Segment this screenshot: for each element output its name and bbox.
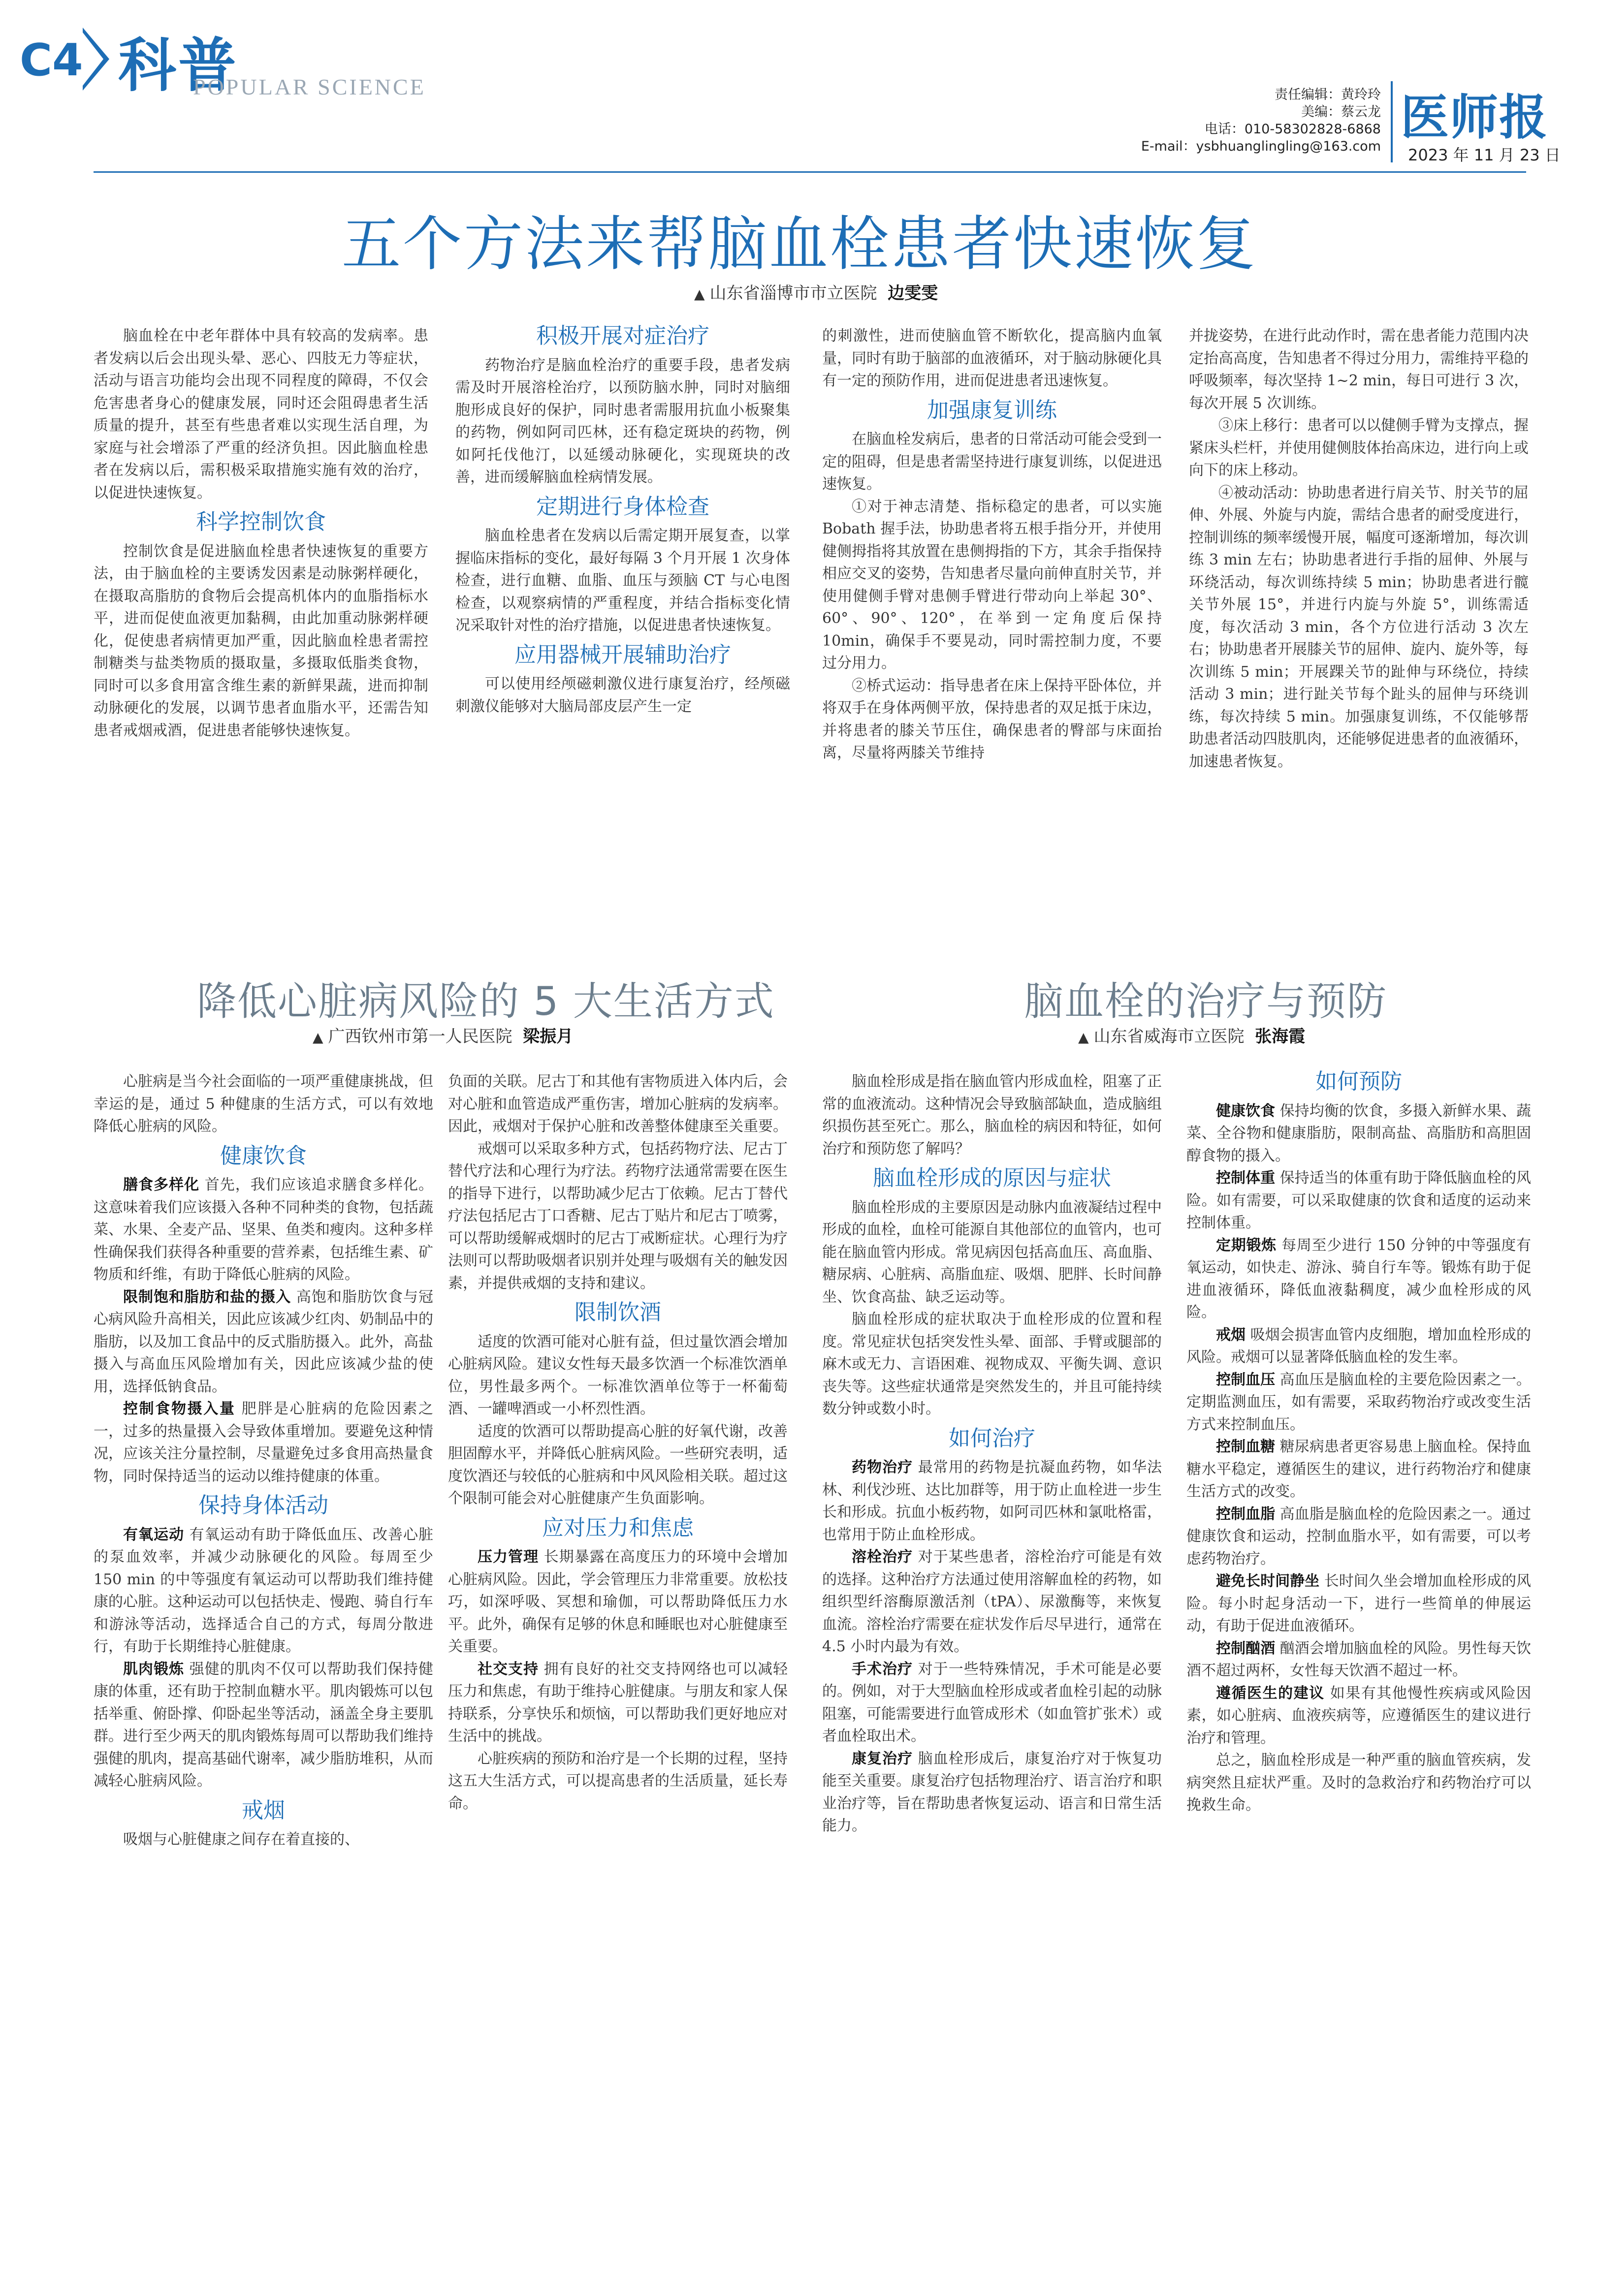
article2-byline (313, 1023, 573, 1047)
bold-lead: 药物治疗 (852, 1459, 913, 1476)
email: E-mail：ysbhuanglingling@163.com (1141, 139, 1381, 154)
section-heading: 积极开展对症治疗 (536, 323, 709, 348)
article1-col3 (822, 325, 1162, 764)
bold-lead: 肌肉锻炼 (123, 1660, 185, 1678)
section-heading: 定期进行身体检查 (536, 494, 709, 519)
paragraph: 溶栓治疗 对于某些患者，溶栓治疗可能是有效的选择。这种治疗方法通过使用溶解血栓的药物，如组织型纤溶酶原激活剂（tPA）、尿激酶等，来恢复血流。溶栓治疗需要在症状发作后尽早进行，通常在 4.5 小时内最为有效。 (822, 1548, 1162, 1655)
paragraph: 脑血栓患者在发病以后需定期开展复查，以掌握临床指标的变化，最好每隔 3 个月开展 1 次身体检查，进行血糖、血脂、血压与颈脑 CT 与心电图检查，以观察病情的严重程度，并结合指标变化情况采取针对性的治疗措施，以促进患者快速恢复。 (455, 527, 790, 634)
bold-lead: 控制血压 (1216, 1371, 1276, 1388)
paragraph: 在脑血栓发病后，患者的日常活动可能会受到一定的阻碍，但是患者需坚持进行康复训练，以促进迅速恢复。 (822, 431, 1162, 493)
bold-lead: 限制饱和脂肪和盐的摄入 (123, 1288, 291, 1306)
section-heading: 健康饮食 (220, 1143, 307, 1168)
paragraph: 脑血栓形成是指在脑血管内形成血栓，阻塞了正常的血液流动。这种情况会导致脑部缺血，造成脑组织损伤甚至死亡。那么，脑血栓的病因和特征，如何治疗和预防您了解吗？ (822, 1073, 1162, 1158)
paragraph: ①对于神志清楚、指标稳定的患者，可以实施 Bobath 握手法，协助患者将五根手指分开，并使用健侧拇指将其放置在患侧拇指的下方，其余手指保持相应交叉的姿势，告知患者尽量向前伸直肘关节，并使用健侧手臂对患侧手臂进行带动向上举起 30°、60°、90°、120°，在举到一定角度后保持 10min，确保手不要晃动，同时需控制力度，不要过分用力。 (822, 498, 1162, 672)
paragraph: 有氧运动 有氧运动有助于降低血压、改善心脏的泵血效率，并减少动脉硬化的风险。每周至少 150 min 的中等强度有氧运动可以帮助我们维持健康的心脏。这种运动可以包括快走、慢跑、骑自行车和游泳等活动，选择适合自己的方式，每周分散进行，有助于长期维持心脏健康。 (94, 1526, 433, 1655)
paragraph: 适度的饮酒可能对心脏有益，但过量饮酒会增加心脏病风险。建议女性每天最多饮酒一个标准饮酒单位，男性最多两个。一标准饮酒单位等于一杯葡萄酒、一罐啤酒或一小杯烈性酒。 (448, 1333, 788, 1417)
newspaper-logo: 医师报 (1401, 90, 1549, 146)
paragraph: 膳食多样化 首先，我们应该追求膳食多样化。这意味着我们应该摄入各种不同种类的食物，包括蔬菜、水果、全麦产品、坚果、鱼类和瘦肉。这种多样性确保我们获得各种重要的营养素，包括维生素、矿物质和纤维，有助于降低心脏病的风险。 (94, 1176, 434, 1283)
article1-title: 五个方法来帮脑血栓患者快速恢复 (342, 210, 1257, 279)
paragraph: 控制血压 高血压是脑血栓的主要危险因素之一。定期监测血压，如有需要，采取药物治疗或改变生活方式来控制血压。 (1186, 1371, 1532, 1433)
designer-name: 美编：蔡云龙 (1301, 104, 1381, 120)
article2-col1 (94, 1070, 433, 1851)
paragraph: 脑血栓形成的主要原因是动脉内血液凝结过程中形成的血栓，血栓可能源自其他部位的血管内，也可能在脑血管内形成。常见病因包括高血压、高血脂、糖尿病、心脏病、高脂血症、吸烟、肥胖、长时间静坐、饮食高盐、缺乏运动等。 (822, 1198, 1162, 1306)
paragraph: 负面的关联。尼古丁和其他有害物质进入体内后，会对心脏和血管造成严重伤害，增加心脏病的发病率。因此，戒烟对于保护心脏和改善整体健康至关重要。 (448, 1073, 788, 1135)
paragraph: 吸烟与心脏健康之间存在着直接的、 (123, 1831, 359, 1848)
paragraph: 控制血糖 糖尿病患者更容易患上脑血栓。保持血糖水平稳定，遵循医生的建议，进行药物治疗和健康生活方式的改变。 (1186, 1438, 1532, 1500)
bold-lead: 膳食多样化 (123, 1176, 200, 1194)
paragraph: ③床上移行：患者可以以健侧手臂为支撑点，握紧床头栏杆，并使用健侧肢体抬高床边，进行向上或向下的床上移动。 (1189, 417, 1529, 479)
paragraph: 控制饮食是促进脑血栓患者快速恢复的重要方法，由于脑血栓的主要诱发因素是动脉粥样硬化，在摄取高脂肪的食物后会提高机体内的血脂指标水平，进而促使血液更加黏稠，由此加重动脉粥样硬化，促使患者病情更加严重，因此脑血栓患者需控制糖类与盐类物质的摄取量，多摄取低脂类食物，同时可以多食用富含维生素的新鲜果蔬，进而抑制动脉硬化的发展，以调节患者血脂水平，还需告知患者戒烟戒酒，促进患者能够快速恢复。 (94, 542, 428, 739)
section-heading: 科学控制饮食 (196, 509, 326, 535)
paragraph: 压力管理 长期暴露在高度压力的环境中会增加心脏病风险。因此，学会管理压力非常重要。放松技巧，如深呼吸、冥想和瑜伽，可以帮助降低压力水平。此外，确保有足够的休息和睡眠也对心脏健康至关重要。 (448, 1548, 788, 1655)
page-number: C4 (20, 34, 83, 86)
bold-lead: 戒烟 (1216, 1326, 1246, 1344)
triangle-icon: ▲ (1078, 1029, 1089, 1045)
paragraph: 可以使用经颅磁刺激仪进行康复治疗，经颅磁刺激仪能够对大脑局部皮层产生一定 (455, 675, 790, 715)
byline-author: 梁振月 (523, 1027, 574, 1046)
paragraph: 限制饱和脂肪和盐的摄入 高饱和脂肪饮食与冠心病风险升高相关，因此应该减少红肉、奶制品中的脂肪，以及加工食品中的反式脂肪摄入。此外，高盐摄入与高血压风险增加有关，因此应该减少盐的使用，选择低钠食品。 (94, 1288, 433, 1395)
article3-byline (1078, 1023, 1305, 1047)
article3-title: 脑血栓的治疗与预防 (1024, 978, 1387, 1024)
paragraph: 心脏病是当今社会面临的一项严重健康挑战，但幸运的是，通过 5 种健康的生活方式，可以有效地降低心脏病的风险。 (94, 1073, 433, 1135)
paragraph: 戒烟可以采取多种方式，包括药物疗法、尼古丁替代疗法和心理行为疗法。药物疗法通常需要在医生的指导下进行，以帮助减少尼古丁依赖。尼古丁替代疗法包括尼古丁口香糖、尼古丁贴片和尼古丁喷雾，可以帮助缓解戒烟时的尼古丁戒断症状。心理行为疗法则可以帮助吸烟者识别并处理与吸烟有关的触发因素，并提供戒烟的支持和建议。 (448, 1140, 788, 1292)
masthead-rule (94, 171, 1526, 173)
bold-lead: 控制食物摄入量 (123, 1400, 236, 1417)
bold-lead: 手术治疗 (852, 1660, 913, 1678)
paragraph: 控制血脂 高血脂是脑血栓的危险因素之一。通过健康饮食和运动，控制血脂水平，如有需要，可以考虑药物治疗。 (1186, 1505, 1532, 1568)
triangle-icon: ▲ (313, 1029, 323, 1045)
article2-title: 降低心脏病风险的 5 大生活方式 (197, 978, 775, 1024)
paragraph: 控制酗酒 酗酒会增加脑血栓的风险。男性每天饮酒不超过两杯，女性每天饮酒不超过一杯。 (1186, 1639, 1532, 1679)
article1-col1 (94, 325, 428, 742)
paragraph: 适度的饮酒可以帮助提高心脏的好氧代谢，改善胆固醇水平，并降低心脏病风险。一些研究表明，适度饮酒还与较低的心脏病和中风风险相关联。超过这个限制可能会对心脏健康产生负面影响。 (448, 1422, 788, 1507)
paragraph: 手术治疗 对于一些特殊情况，手术可能是必要的。例如，对于大型脑血栓形成或者血栓引起的动脉阻塞，可能需要进行血管成形术（如血管扩张术）或者血栓取出术。 (822, 1660, 1162, 1745)
byline-author: 边雯雯 (888, 283, 938, 303)
bold-lead: 社交支持 (478, 1660, 539, 1678)
bold-lead: 避免长时间静坐 (1216, 1573, 1320, 1590)
section-subtitle: POPULAR SCIENCE (193, 74, 426, 99)
paragraph: ②桥式运动：指导患者在床上保持平卧体位，并将双手在身体两侧平放，保持患者的双足抵于床边，并将患者的膝关节压住，确保患者的臀部与床面抬离，尽量将两膝关节维持 (822, 677, 1162, 761)
paragraph: 社交支持 拥有良好的社交支持网络也可以减轻压力和焦虑，有助于维持心脏健康。与朋友和家人保持联系，分享快乐和烦恼，可以帮助我们更好地应对生活中的挑战。 (448, 1660, 788, 1745)
paragraph: 健康饮食 保持均衡的饮食，多摄入新鲜水果、蔬菜、全谷物和健康脂肪，限制高盐、高脂肪和高胆固醇食物的摄入。 (1186, 1102, 1532, 1164)
bold-lead: 压力管理 (478, 1548, 539, 1566)
section-heading: 如何治疗 (949, 1425, 1035, 1451)
paragraph: 脑血栓形成的症状取决于血栓形成的位置和程度。常见症状包括突发性头晕、面部、手臂或腿部的麻木或无力、言语困难、视物成双、平衡失调、意识丧失等。这些症状通常是突然发生的，并且可能持续数分钟或数小时。 (822, 1311, 1162, 1417)
paragraph: 控制食物摄入量 肥胖是心脏病的危险因素之一，过多的热量摄入会导致体重增加。要避免这种情况，应该关注分量控制，尽量避免过多食用高热量食物，同时保持适当的运动以维持健康的体重。 (94, 1400, 434, 1485)
byline-author: 张海霞 (1255, 1027, 1306, 1046)
bold-lead: 控制体重 (1216, 1169, 1276, 1187)
bold-lead: 健康饮食 (1216, 1102, 1276, 1120)
article3-col2 (1186, 1070, 1531, 1817)
bold-lead: 控制血糖 (1216, 1438, 1276, 1455)
article1-col2 (455, 325, 790, 718)
paragraph: 肌肉锻炼 强健的肌肉不仅可以帮助我们保持健康的体重，还有助于控制血糖水平。肌肉锻炼可以包括举重、俯卧撑、仰卧起坐等活动，涵盖全身主要肌群。进行至少两天的肌肉锻炼每周可以帮助我们维持强健的肌肉，提高基础代谢率，减少脂肪堆积，从而减轻心脏病风险。 (94, 1660, 433, 1790)
section-heading: 限制饮酒 (575, 1300, 661, 1325)
bold-lead: 定期锻炼 (1216, 1236, 1277, 1254)
bold-lead: 控制血脂 (1216, 1505, 1276, 1523)
section-heading: 加强康复训练 (927, 397, 1057, 423)
triangle-icon: ▲ (694, 286, 705, 302)
byline-org: 广西钦州市第一人民医院 (328, 1027, 512, 1046)
byline-org: 山东省威海市立医院 (1093, 1027, 1245, 1046)
bold-lead: 有氧运动 (123, 1526, 185, 1543)
editor-name: 责任编辑：黄玲玲 (1275, 87, 1381, 102)
paragraph: 脑血栓在中老年群体中具有较高的发病率。患者发病以后会出现头晕、恶心、四肢无力等症状，活动与语言功能均会出现不同程度的障碍，不仅会危害患者身心的健康发展，同时还会阻碍患者生活质量的提升，甚至有些患者难以实现生活自理，为家庭与社会增添了严重的经济负担。因此脑血栓患者在发病以后，需积极采取措施实施有效的治疗，以促进快速恢复。 (94, 327, 428, 502)
bold-lead: 溶栓治疗 (852, 1548, 913, 1566)
paragraph: 并拢姿势，在进行此动作时，需在患者能力范围内决定抬高高度，告知患者不得过分用力，需维持平稳的呼吸频率，每次坚持 1~2 min，每日可进行 3 次，每次开展 5 次训练。 (1189, 327, 1529, 412)
paragraph: 药物治疗是脑血栓治疗的重要手段，患者发病需及时开展溶栓治疗，以预防脑水肿，同时对脑细胞形成良好的保护，同时患者需服用抗血小板聚集的药物，例如阿司匹林，还有稳定斑块的药物，例如阿托伐他汀，以延缓动脉硬化，实现斑块的改善，进而缓解脑血栓病情发展。 (455, 356, 790, 486)
paragraph: 戒烟 吸烟会损害血管内皮细胞，增加血栓形成的风险。戒烟可以显著降低脑血栓的发生率。 (1186, 1326, 1531, 1366)
article1-byline (694, 280, 938, 304)
paragraph: ④被动活动：协助患者进行肩关节、肘关节的屈伸、外展、外旋与内旋，需结合患者的耐受度进行，控制训练的频率缓慢开展，幅度可逐渐增加，每次训练 3 min 左右；协助患者进行手指的屈伸、外展与环绕活动，每次训练持续 5 min；协助患者进行髋关节外展 15°，并进行内旋与外旋 5°，训练需适度，每次活动 3 min，各个方位进行活动 3 次左右；协助患者开展膝关节的屈伸、旋内、旋外等，每次训练 5 min；开展踝关节的趾伸与环绕位，持续活动 3 min；进行趾关节每个趾头的屈伸与环绕训练，每次持续 5 min。加强康复训练，不仅能够帮助患者活动四肢肌肉，还能够促进患者的血液循环，加速患者恢复。 (1189, 484, 1529, 770)
paragraph: 总之，脑血栓形成是一种严重的脑血管疾病，发病突然且症状严重。及时的急救治疗和药物治疗可以挽救生命。 (1186, 1752, 1531, 1814)
section-heading: 戒烟 (242, 1797, 285, 1823)
section-title: 科普 (118, 31, 239, 99)
bold-lead: 康复治疗 (852, 1750, 913, 1767)
paragraph: 药物治疗 最常用的药物是抗凝血药物，如华法林、利伐沙班、达比加群等，用于防止血栓进一步生长和形成。抗血小板药物，如阿司匹林和氯吡格雷，也常用于防止血栓形成。 (822, 1459, 1162, 1543)
editor-info (1118, 86, 1381, 155)
section-heading: 脑血栓形成的原因与症状 (873, 1165, 1111, 1191)
paragraph: 定期锻炼 每周至少进行 150 分钟的中等强度有氧运动，如快走、游泳、骑自行车等。锻炼有助于促进血液循环，降低血液黏稠度，减少血栓形成的风险。 (1186, 1236, 1531, 1321)
publish-date: 2023 年 11 月 23 日 (1408, 146, 1561, 164)
article3-col1 (822, 1070, 1162, 1837)
masthead-divider (1391, 81, 1393, 162)
byline-org: 山东省淄博市市立医院 (709, 283, 877, 303)
paragraph: 控制体重 保持适当的体重有助于降低脑血栓的风险。如有需要，可以采取健康的饮食和适度的运动来控制体重。 (1186, 1169, 1532, 1231)
article1-col4 (1189, 325, 1529, 773)
bold-lead: 遵循医生的建议 (1216, 1684, 1325, 1702)
paragraph: 避免长时间静坐 长时间久坐会增加血栓形成的风险。每小时起身活动一下，进行一些简单的伸展运动，有助于促进血液循环。 (1186, 1573, 1531, 1635)
paragraph: 遵循医生的建议 如果有其他慢性疾病或风险因素，如心脏病、血液疾病等，应遵循医生的建议进行治疗和管理。 (1186, 1684, 1532, 1747)
section-heading: 如何预防 (1315, 1069, 1402, 1094)
paragraph: 心脏疾病的预防和治疗是一个长期的过程，坚持这五大生活方式，可以提高患者的生活质量，延长寿命。 (448, 1750, 788, 1812)
article2-col2 (448, 1070, 788, 1815)
arrow-icon-inner (83, 32, 103, 86)
section-heading: 应对压力和焦虑 (542, 1515, 694, 1541)
phone: 电话：010-58302828-6868 (1204, 122, 1381, 137)
section-heading: 应用器械开展辅助治疗 (514, 642, 731, 667)
paragraph: 的刺激性，进而使脑血管不断软化，提高脑内血氧量，同时有助于脑部的血液循环，对于脑动脉硬化具有一定的预防作用，进而促进患者迅速恢复。 (822, 327, 1162, 389)
paragraph: 康复治疗 脑血栓形成后，康复治疗对于恢复功能至关重要。康复治疗包括物理治疗、语言治疗和职业治疗等，旨在帮助患者恢复运动、语言和日常生活能力。 (822, 1750, 1162, 1834)
section-heading: 保持身体活动 (198, 1493, 328, 1518)
bold-lead: 控制酗酒 (1216, 1639, 1276, 1657)
